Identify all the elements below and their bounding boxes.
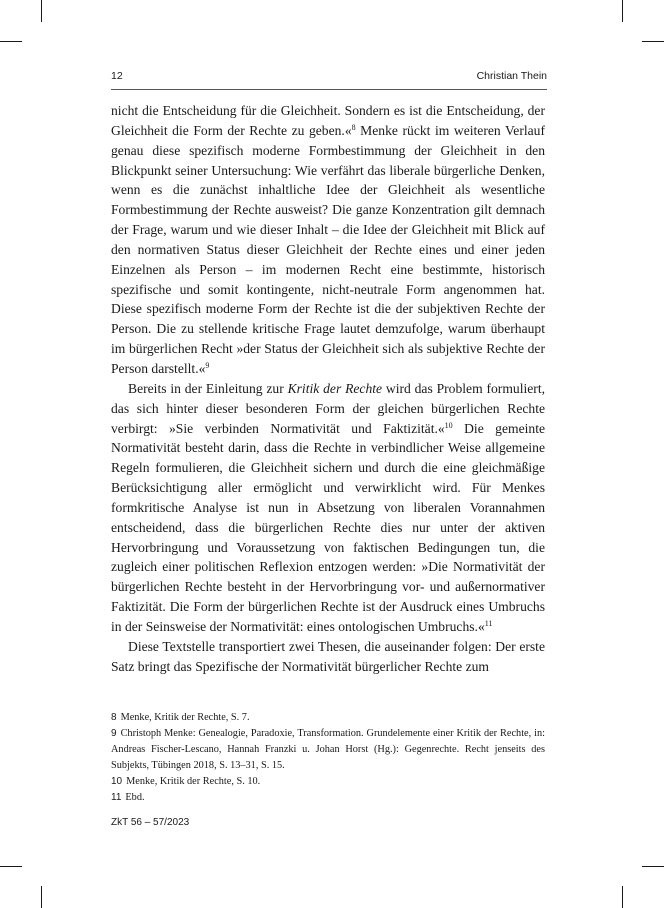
crop-mark	[622, 0, 623, 22]
paragraph: Diese Textstelle transportiert zwei Thesen, die auseinander folgen: Der erste Satz bringt das Spezifische der Normativität bürgerlicher Rechte zum	[111, 638, 545, 674]
journal-footer: ZkT 56 – 57/2023	[111, 817, 190, 828]
footnote: 10 Menke, Kritik der Rechte, S. 10.	[111, 775, 261, 787]
footnote: 11 Ebd.	[111, 791, 145, 803]
footnote-number: 8	[111, 712, 117, 723]
footnote-ref[interactable]: 8	[351, 122, 356, 132]
body-text	[111, 101, 545, 676]
footnote: 9 Christoph Menke: Genealogie, Paradoxie, Transformation. Grundelemente einer Kritik der Rechte, in: Andreas Fischer-Lescano, Hannah Franzki u. Johan Horst (Hg.): Gegenrechte. Recht jenseits des Subjekts, Tübingen 2018, S. 13–31, S. 15.	[111, 727, 545, 771]
crop-mark	[41, 0, 42, 22]
footnote-number: 9	[111, 727, 117, 739]
footnote-number: 11	[111, 791, 122, 803]
footnote-ref[interactable]: 9	[205, 360, 210, 370]
footnotes	[111, 710, 545, 805]
footnote-ref[interactable]: 11	[484, 618, 493, 628]
footnote-ref[interactable]: 10	[444, 420, 453, 430]
running-header-author: Christian Thein	[476, 70, 547, 82]
crop-mark	[0, 866, 22, 867]
footnote: 8 Menke, Kritik der Rechte, S. 7.	[111, 712, 250, 723]
crop-mark	[41, 886, 42, 908]
crop-mark	[642, 41, 664, 42]
paragraph: nicht die Entscheidung für die Gleichheit. Sondern es ist die Entscheidung, der Gleichheit die Form der Rechte zu geben.«$^8$ Menke rückt im weiteren Verlauf genau diese spezifisch moderne Formbestimmung der Gleichheit in den Blickpunkt seiner Untersuchung: Wie verfährt das liberale bürgerliche Denken, wenn es die zunächst inhaltliche Idee der Gleichheit als wesentliche Formbestimmung der Rechte ausweist? Die ganze Konzentration gilt demnach der Frage, warum und wie dieser Inhalt – die Idee der Gleichheit mit Blick auf den normativen Status dieser Gleichheit der Rechte eines und einer jeden Einzelnen als Person – im modernen Recht eine bestimmte, historisch spezifische und somit kontingente, nicht-neutrale Form angenommen hat. Diese spezifisch moderne Form der Rechte ist die der subjektiven Rechte der Person. Die zu stellende kritische Frage lautet demzufolge, warum überhaupt im bürgerlichen Recht »der Status der Gleichheit sich als subjektive Rechte der Person darstellt.«$^9$	[111, 103, 546, 376]
paragraph: Bereits in der Einleitung zur Kritik der Rechte wird das Problem formuliert, das sich hinter dieser besonderen Form der gleichen bürgerlichen Rechte verbirgt: »Sie verbinden Normativität und Faktizität.«$^{10}$ Die gemeinte Normativität besteht darin, dass die Rechte in verbindlicher Weise allgemeine Regeln formulieren, die Gleichheit sichern und durch die eine gleichmäßige Berücksichtigung aller ermöglicht und verwirklicht wird. Für Menkes formkritische Analyse ist nun in Absetzung von liberalen Vorannahmen entscheidend, dass die bürgerlichen Rechte dies nur unter der aktiven Hervorbringung und Voraussetzung von faktischen Bedingungen tun, die zugleich einer politischen Reflexion entzogen werden: »Die Normativität der bürgerlichen Rechte besteht in der Hervorbringung vor- und außernormativer Faktizität. Die Form der bürgerlichen Rechte ist der Ausdruck eines Umbruchs in der Seinsweise der Normativität: eines ontologischen Umbruchs.«$^{11}$	[111, 380, 545, 634]
header-rule	[111, 89, 547, 90]
crop-mark	[0, 41, 22, 42]
crop-mark	[622, 886, 623, 908]
book-title: Kritik der Rechte	[287, 380, 383, 396]
footnote-number: 10	[111, 775, 123, 787]
crop-mark	[642, 866, 664, 867]
page-number: 12	[111, 70, 123, 82]
